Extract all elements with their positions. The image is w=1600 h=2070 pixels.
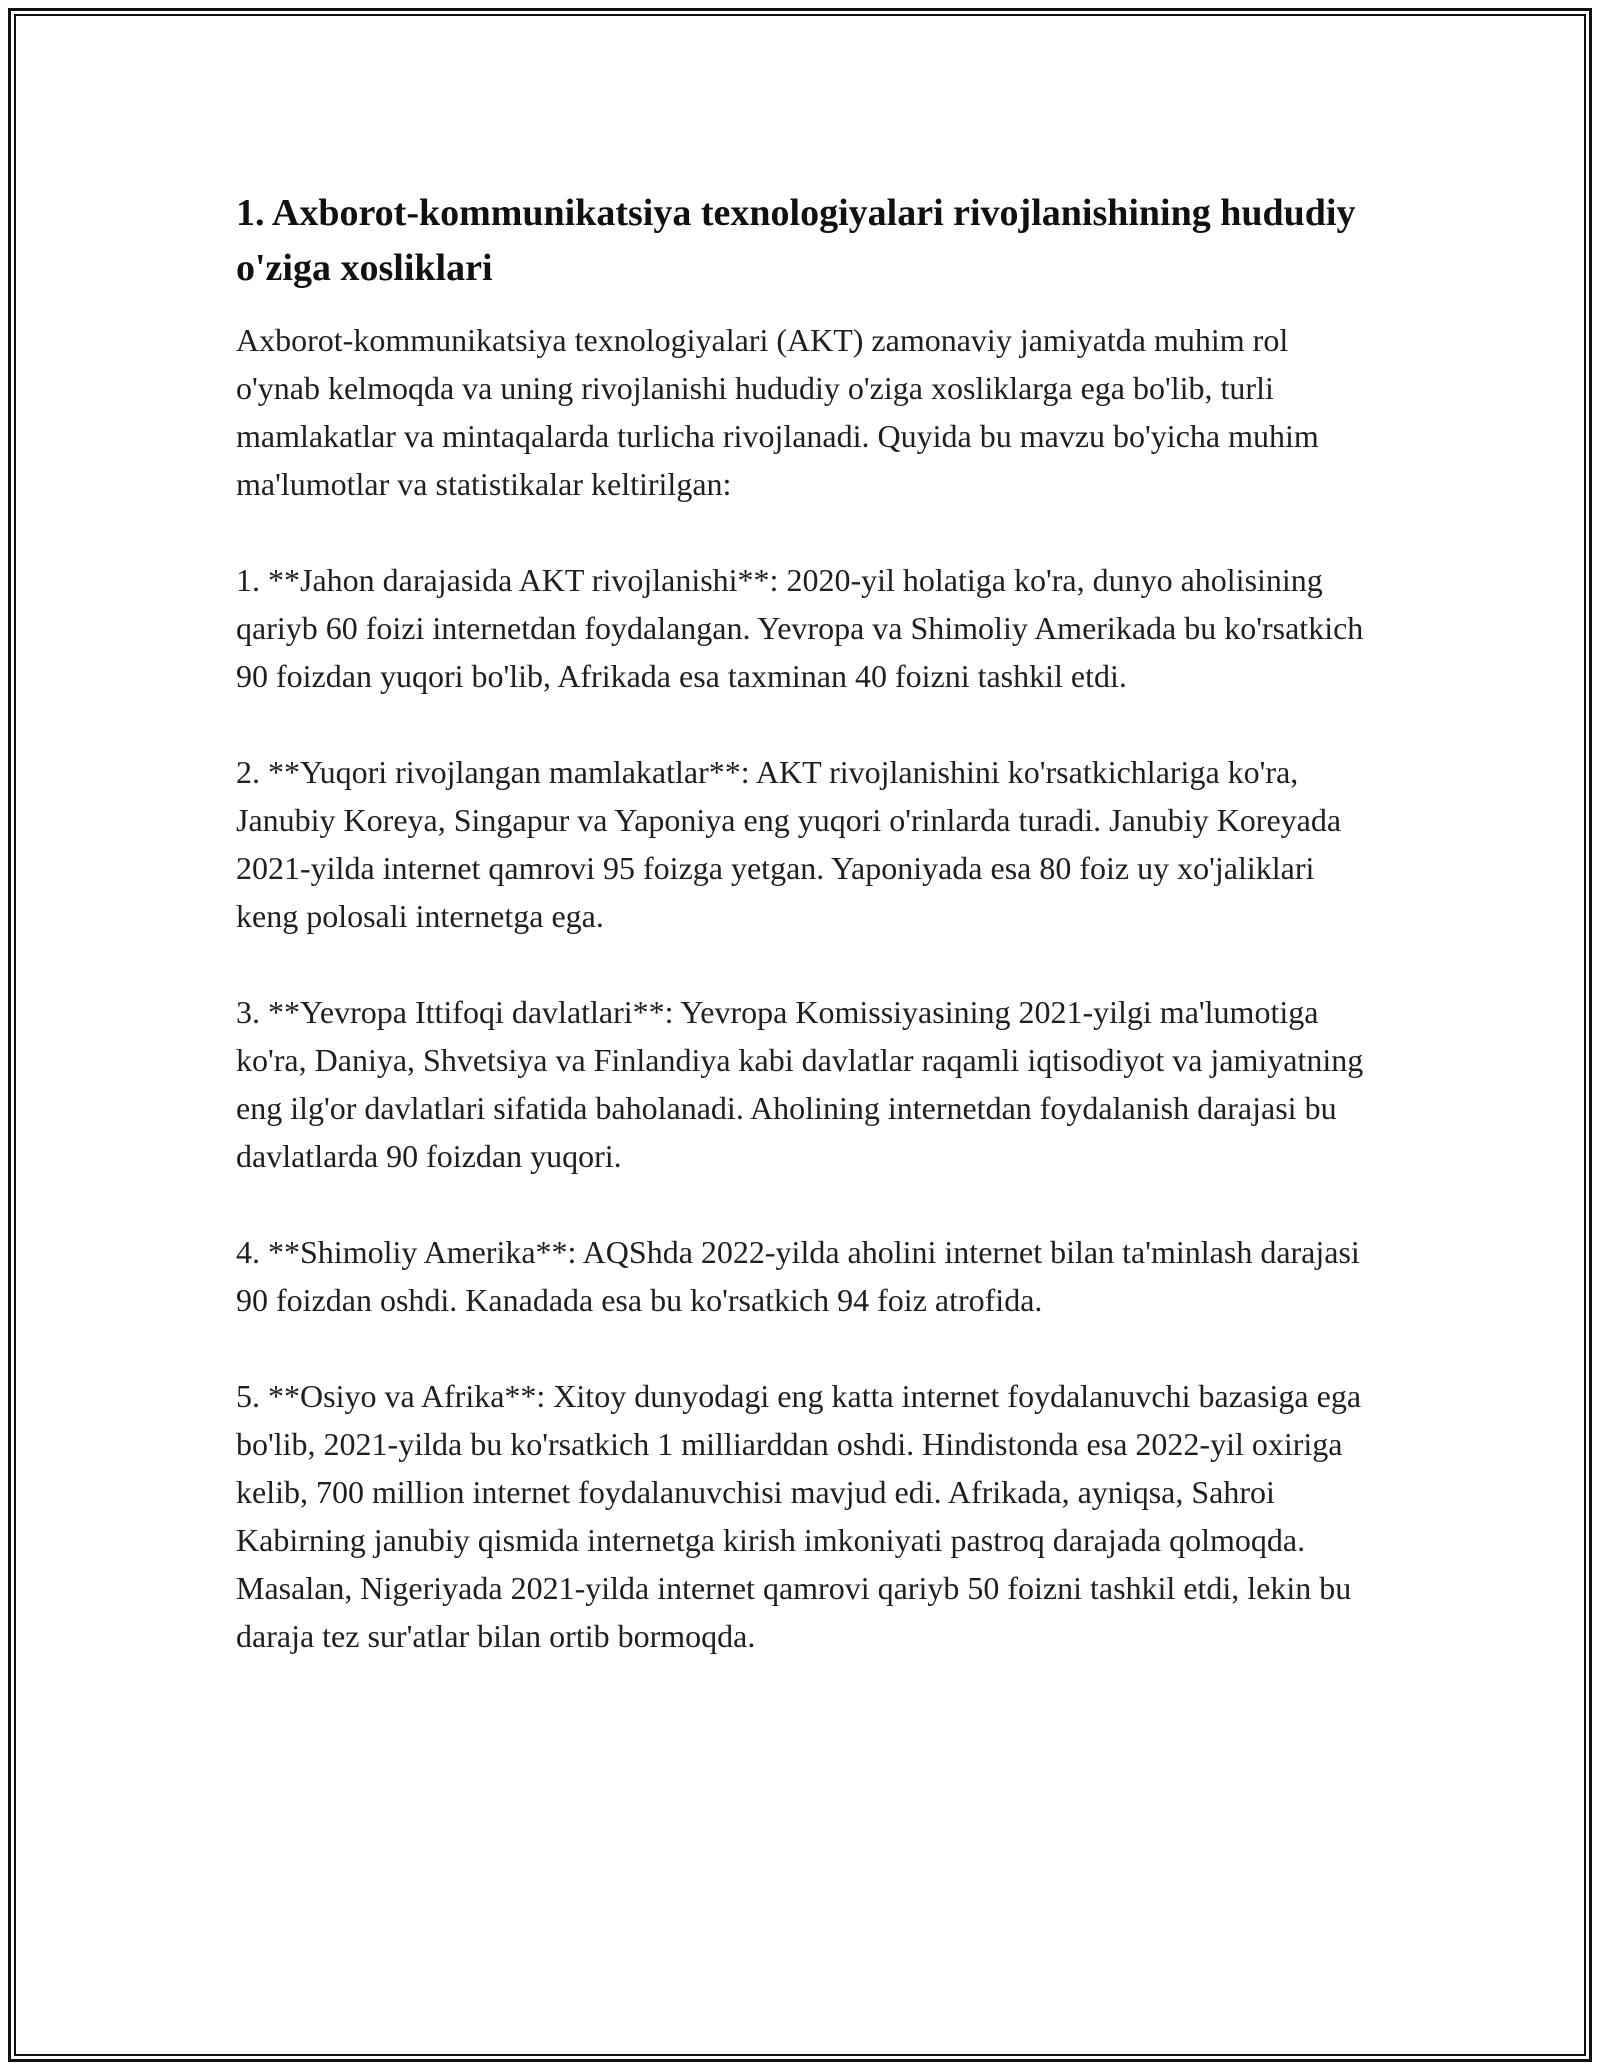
- list-item-asia-africa: 5. **Osiyo va Afrika**: Xitoy dunyodagi eng katta internet foydalanuvchi bazasiga ega bo'lib, 2021-yilda bu ko'rsatkich 1 milliarddan oshdi. Hindistonda esa 2022-yil oxiriga kelib, 700 million internet foydalanuvchisi mavjud edi. Afrikada, ayniqsa, Sahroi Kabirning janubiy qismida internetga kirish imkoniyati pastroq darajada qolmoqda. Masalan, Nigeriyada 2021-yilda internet qamrovi qariyb 50 foizni tashkil etdi, lekin bu daraja tez sur'atlar bilan ortib bormoqda.: [236, 1378, 1362, 1654]
- list-item-developed-countries: 2. **Yuqori rivojlangan mamlakatlar**: AKT rivojlanishini ko'rsatkichlariga ko'ra, Janubiy Koreya, Singapur va Yaponiya eng yuqori o'rinlarda turadi. Janubiy Koreyada 2021-yilda internet qamrovi 95 foizga yetgan. Yaponiyada esa 80 foiz uy xo'jaliklari keng polosali internetga ega.: [236, 754, 1342, 934]
- document-body: [236, 186, 1366, 1708]
- intro-paragraph: Axborot-kommunikatsiya texnologiyalari (AKT) zamonaviy jamiyatda muhim rol o'ynab kelmoqda va uning rivojlanishi hududiy o'ziga xosliklarga ega bo'lib, turli mamlakatlar va mintaqalarda turlicha rivojlanadi. Quyida bu mavzu bo'yicha muhim ma'lumotlar va statistikalar keltirilgan:: [236, 322, 1319, 502]
- list-item-world-ict: 1. **Jahon darajasida AKT rivojlanishi**: 2020-yil holatiga ko'ra, dunyo aholisining qariyb 60 foizi internetdan foydalangan. Yevropa va Shimoliy Amerikada bu ko'rsatkich 90 foizdan yuqori bo'lib, Afrikada esa taxminan 40 foizni tashkil etdi.: [236, 562, 1364, 694]
- document-title: 1. Axborot-kommunikatsiya texnologiyalari rivojlanishining hududiy o'ziga xosliklari: [236, 192, 1356, 289]
- list-item-north-america: 4. **Shimoliy Amerika**: AQShda 2022-yilda aholini internet bilan ta'minlash darajasi 90 foizdan oshdi. Kanadada esa bu ko'rsatkich 94 foiz atrofida.: [236, 1234, 1360, 1318]
- list-item-european-union: 3. **Yevropa Ittifoqi davlatlari**: Yevropa Komissiyasining 2021-yilgi ma'lumotiga ko'ra, Daniya, Shvetsiya va Finlandiya kabi davlatlar raqamli iqtisodiyot va jamiyatning eng ilg'or davlatlari sifatida baholanadi. Aholining internetdan foydalanish darajasi bu davlatlarda 90 foizdan yuqori.: [236, 994, 1364, 1174]
